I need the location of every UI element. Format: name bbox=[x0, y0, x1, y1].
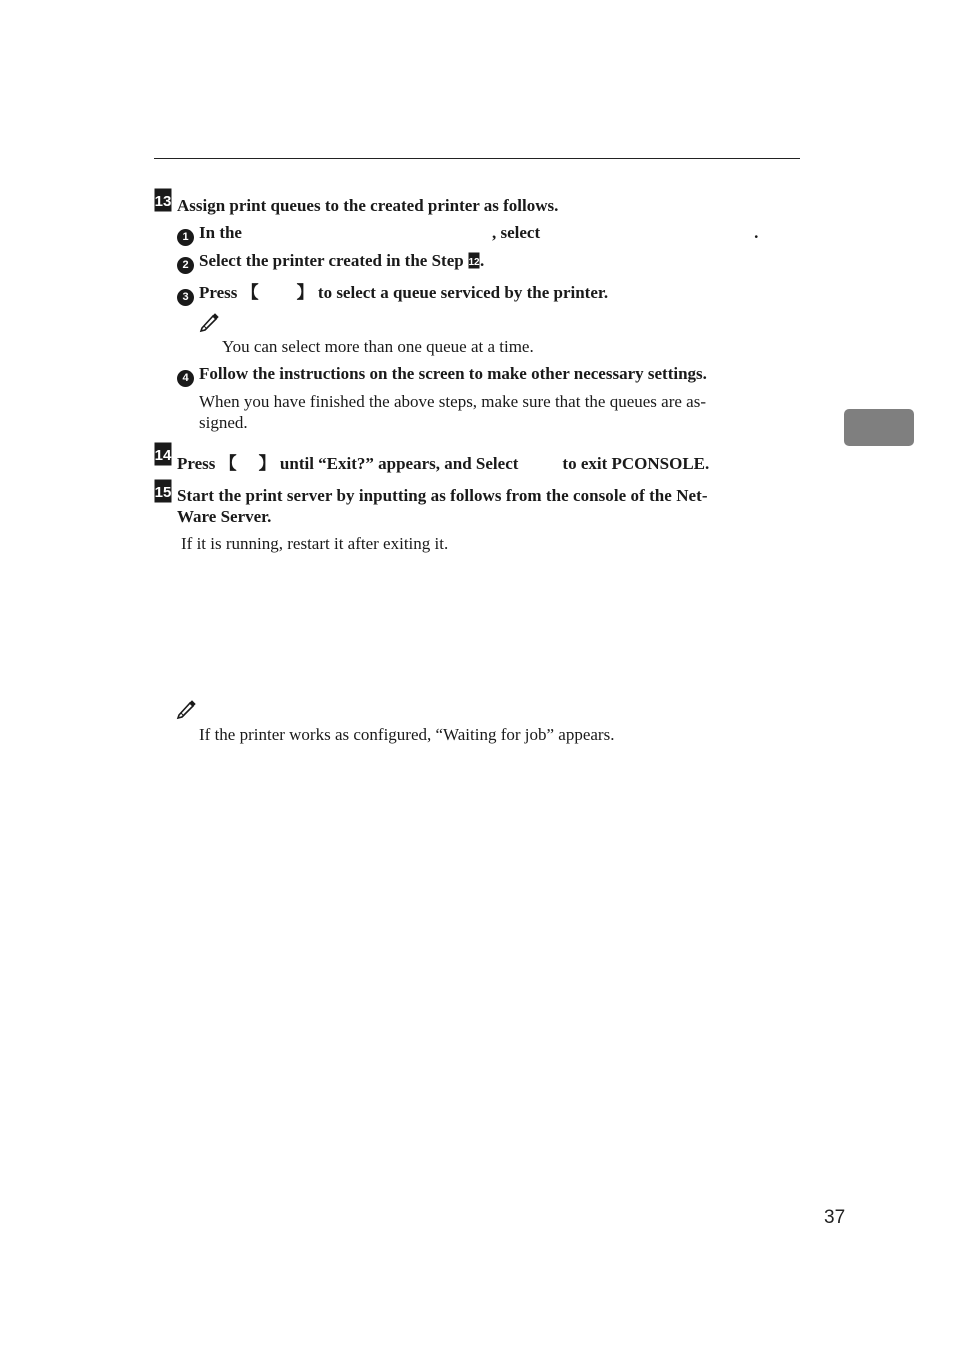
substep-1-marker: 1 bbox=[177, 229, 194, 246]
substep-2 bbox=[177, 251, 484, 274]
note-1-text: You can select more than one queue at a time. bbox=[222, 337, 534, 356]
step-12-reference-icon bbox=[468, 252, 480, 269]
substep-3-key-close: 】 bbox=[296, 283, 314, 302]
substep-1-text-b: , select bbox=[491, 223, 541, 242]
svg-text:14: 14 bbox=[154, 447, 172, 464]
note-2-text: If the printer works as configured, “Waiting for job” appears. bbox=[199, 725, 615, 744]
step-14-key-close: 】 bbox=[258, 454, 276, 473]
step-13-number-icon bbox=[154, 188, 172, 212]
substep-1-text-c: . bbox=[754, 223, 759, 242]
substep-1-text-a: In the bbox=[199, 223, 242, 242]
substep-4-text: Follow the instructions on the screen to make other necessary settings. bbox=[199, 364, 707, 383]
substep-2-marker: 2 bbox=[177, 257, 194, 274]
chapter-tab bbox=[844, 409, 914, 446]
svg-text:13: 13 bbox=[154, 193, 172, 210]
page-number: 37 bbox=[824, 1207, 846, 1228]
substep-4-body-2: signed. bbox=[199, 413, 248, 432]
substep-3 bbox=[177, 278, 608, 306]
step-14-title bbox=[177, 449, 709, 474]
substep-1 bbox=[177, 223, 758, 246]
step-15-title-2: Ware Server. bbox=[177, 507, 272, 526]
step-15-body: If it is running, restart it after exiting it. bbox=[181, 534, 449, 553]
step-13-title: Assign print queues to the created printer as follows. bbox=[177, 196, 559, 215]
svg-text:15: 15 bbox=[154, 484, 172, 501]
step-14-press: Press bbox=[177, 454, 216, 473]
substep-3-marker: 3 bbox=[177, 289, 194, 306]
step-15-title-1: Start the print server by inputting as follows from the console of the Net- bbox=[177, 486, 708, 505]
note-pencil-icon bbox=[199, 311, 221, 333]
substep-4-marker: 4 bbox=[177, 370, 194, 387]
svg-text:12: 12 bbox=[468, 257, 480, 268]
substep-2-end: . bbox=[479, 251, 485, 270]
substep-3-key-open: 【 bbox=[241, 283, 259, 302]
step-15-number-icon bbox=[154, 479, 172, 503]
substep-4-body-1: When you have finished the above steps, make sure that the queues are as- bbox=[199, 392, 706, 411]
step-14-rest-b: to exit PCONSOLE. bbox=[562, 454, 710, 473]
substep-3-rest: to select a queue serviced by the printer. bbox=[317, 283, 609, 302]
note-pencil-icon bbox=[176, 698, 198, 720]
step-14-number-icon bbox=[154, 442, 172, 466]
substep-3-press: Press bbox=[199, 283, 238, 302]
step-14-key-open: 【 bbox=[219, 454, 237, 473]
header-rule bbox=[154, 158, 800, 159]
substep-2-text: Select the printer created in the Step bbox=[199, 251, 464, 270]
substep-4 bbox=[177, 364, 707, 387]
step-14-rest-a: until “Exit?” appears, and Select bbox=[279, 454, 519, 473]
